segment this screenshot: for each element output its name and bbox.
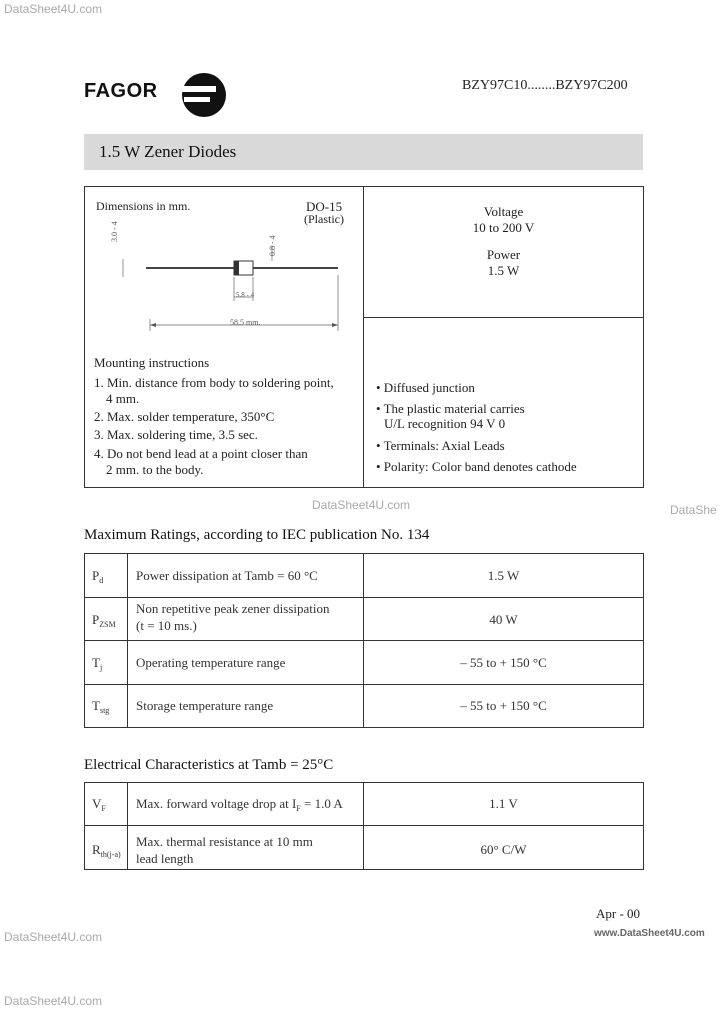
mounting-item: 4 mm. <box>106 391 140 406</box>
mounting-item: 1. Min. distance from body to soldering point, <box>94 375 334 390</box>
symbol-subscript: th(j-a) <box>100 850 121 859</box>
value-cell: – 55 to + 150 °C <box>460 655 547 670</box>
dimensions-label: Dimensions in mm. <box>96 199 191 213</box>
value-cell: 60° C/W <box>480 842 527 857</box>
ratings-row-divider <box>84 684 644 685</box>
footer-date: Apr - 00 <box>596 906 641 921</box>
description-cell-line2: (t = 10 ms.) <box>136 618 197 633</box>
value-cell: 1.1 V <box>489 796 518 811</box>
symbol-cell <box>92 698 109 715</box>
feature-item: • The plastic material carries <box>376 401 525 416</box>
power-label: Power <box>486 247 521 262</box>
title-bar <box>84 134 643 170</box>
mounting-item: 2. Max. solder temperature, 350°C <box>94 409 275 424</box>
dim-lead-diameter: 0.8 - 4 <box>268 235 277 256</box>
value-cell: 1.5 W <box>487 568 520 583</box>
symbol-subscript: ZSM <box>99 620 116 629</box>
feature-item: • Diffused junction <box>376 380 475 395</box>
description-cell: Power dissipation at Tamb = 60 °C <box>136 568 318 583</box>
description-tail: = 1.0 A <box>300 796 343 811</box>
page-title: 1.5 W Zener Diodes <box>99 142 237 161</box>
electrical-row-divider <box>84 825 644 826</box>
symbol-subscript: j <box>99 663 103 672</box>
symbol-cell <box>92 796 106 813</box>
symbol-cell <box>92 655 102 672</box>
watermark-footer-url: www.DataSheet4U.com <box>594 928 705 939</box>
dim-body-length: 5.8 - 4 <box>236 291 255 299</box>
symbol-text: P <box>92 568 100 583</box>
power-value: 1.5 W <box>487 263 520 278</box>
description-text: Max. forward voltage drop at I <box>136 796 297 811</box>
specs-divider <box>363 317 644 318</box>
symbol-text: V <box>92 796 102 811</box>
symbol-subscript: F <box>101 804 106 813</box>
mounting-item: 2 mm. to the body. <box>106 462 204 477</box>
brand-logo-text: FAGOR <box>84 80 158 102</box>
mounting-item: 3. Max. soldering time, 3.5 sec. <box>94 427 258 442</box>
feature-item: • Polarity: Color band denotes cathode <box>376 459 577 474</box>
package-type: (Plastic) <box>304 212 344 226</box>
dim-body-diameter: 3.0 - 4 <box>110 221 119 242</box>
symbol-cell <box>92 842 121 859</box>
voltage-label: Voltage <box>483 204 524 219</box>
description-cell: Non repetitive peak zener dissipation <box>136 601 330 616</box>
value-cell: 40 W <box>489 612 518 627</box>
watermark-bottom: DataSheet4U.com <box>4 994 103 1008</box>
ratings-row-divider <box>84 640 644 641</box>
mounting-item: 4. Do not bend lead at a point closer than <box>94 446 308 461</box>
part-range: BZY97C10........BZY97C200 <box>462 78 628 93</box>
ratings-title: Maximum Ratings, according to IEC publication No. 134 <box>84 527 430 543</box>
feature-item: • Terminals: Axial Leads <box>376 438 505 453</box>
diode-outline-diagram <box>100 215 350 340</box>
symbol-cell <box>92 568 103 585</box>
description-cell: Storage temperature range <box>136 698 274 713</box>
package-name: DO-15 <box>306 199 343 214</box>
description-cell <box>136 796 343 813</box>
symbol-text: T <box>92 655 100 670</box>
symbol-subscript: d <box>99 576 104 585</box>
description-subscript: F <box>296 804 301 813</box>
ratings-row-divider <box>84 597 644 598</box>
feature-item: U/L recognition 94 V 0 <box>384 416 506 431</box>
watermark-right: DataShe <box>670 503 717 517</box>
description-cell: Operating temperature range <box>136 655 286 670</box>
value-cell: – 55 to + 150 °C <box>460 698 547 713</box>
description-cell: Max. thermal resistance at 10 mm <box>136 834 313 849</box>
watermark-top: DataSheet4U.com <box>4 2 103 16</box>
description-cell-line2: lead length <box>136 851 194 866</box>
symbol-subscript: stg <box>99 706 110 715</box>
watermark-bottom-left: DataSheet4U.com <box>4 930 103 944</box>
mounting-title: Mounting instructions <box>94 355 210 370</box>
symbol-cell <box>92 612 116 629</box>
electrical-title: Electrical Characteristics at Tamb = 25°C <box>84 757 334 773</box>
symbol-text: R <box>92 842 101 857</box>
fagor-logo-icon <box>178 72 230 118</box>
symbol-text: T <box>92 698 100 713</box>
symbol-text: P <box>92 612 100 627</box>
dim-total-length: 58.5 mm. <box>230 318 261 327</box>
watermark-middle: DataSheet4U.com <box>312 498 411 512</box>
electrical-col-divider <box>127 782 128 870</box>
voltage-value: 10 to 200 V <box>472 220 535 235</box>
